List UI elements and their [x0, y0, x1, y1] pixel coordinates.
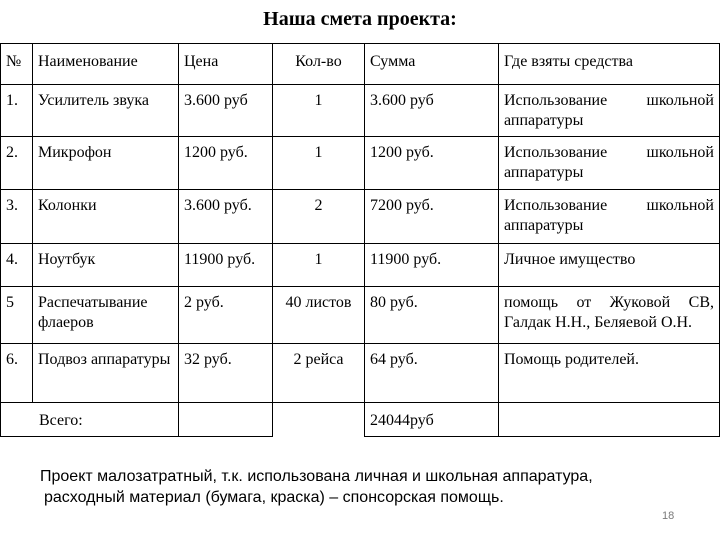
row-price: 1200 руб. [179, 137, 273, 190]
total-gap-cell [273, 403, 365, 437]
table-header-row [1, 44, 720, 85]
page-number: 18 [662, 510, 675, 522]
header-cell-number: № [1, 44, 33, 85]
total-label: Всего: [1, 403, 179, 437]
row-number: 3. [1, 190, 33, 244]
row-quantity: 40 листов [273, 287, 365, 344]
row-price: 11900 руб. [179, 244, 273, 287]
row-number: 6. [1, 344, 33, 403]
row-quantity: 1 [273, 137, 365, 190]
row-source: Помощь родителей. [499, 344, 720, 403]
row-sum: 7200 руб. [365, 190, 499, 244]
row-source: Использование школьной аппаратуры [499, 137, 720, 190]
row-name: Микрофон [33, 137, 179, 190]
row-name: Подвоз аппаратуры [33, 344, 179, 403]
header-cell-price: Цена [179, 44, 273, 85]
table-row [1, 344, 720, 403]
project-note [40, 466, 700, 508]
row-price: 3.600 руб. [179, 190, 273, 244]
row-price: 3.600 руб [179, 85, 273, 137]
row-source: Использование школьной аппаратуры [499, 85, 720, 137]
row-sum: 11900 руб. [365, 244, 499, 287]
row-sum: 64 руб. [365, 344, 499, 403]
row-price: 2 руб. [179, 287, 273, 344]
row-source: Использование школьной аппаратуры [499, 190, 720, 244]
total-empty-cell [499, 403, 720, 437]
row-name: Усилитель звука [33, 85, 179, 137]
row-quantity: 1 [273, 85, 365, 137]
page-title: Наша смета проекта: [263, 8, 457, 30]
row-number: 2. [1, 137, 33, 190]
row-quantity: 2 [273, 190, 365, 244]
row-price: 32 руб. [179, 344, 273, 403]
header-cell-sum: Сумма [365, 44, 499, 85]
row-number: 5 [1, 287, 33, 344]
table-row [1, 287, 720, 344]
total-value: 24044руб [365, 403, 499, 437]
table-row [1, 85, 720, 137]
total-empty-cell [179, 403, 273, 437]
row-sum: 1200 руб. [365, 137, 499, 190]
row-sum: 80 руб. [365, 287, 499, 344]
row-quantity: 1 [273, 244, 365, 287]
row-name: Ноутбук [33, 244, 179, 287]
header-cell-source: Где взяты средства [499, 44, 720, 85]
row-sum: 3.600 руб [365, 85, 499, 137]
table-total-row [1, 403, 720, 437]
table-row [1, 137, 720, 190]
row-name: Колонки [33, 190, 179, 244]
estimate-table [0, 43, 720, 437]
row-source: помощь от Жуковой СВ, Галдак Н.Н., Беляевой О.Н. [499, 287, 720, 344]
header-cell-quantity: Кол-во [273, 44, 365, 85]
row-name: Распечатывание флаеров [33, 287, 179, 344]
note-line-1: Проект малозатратный, т.к. использована личная и школьная аппаратура, [40, 468, 593, 485]
table-row [1, 244, 720, 287]
table-row [1, 190, 720, 244]
row-quantity: 2 рейса [273, 344, 365, 403]
row-number: 1. [1, 85, 33, 137]
note-line-2: расходный материал (бумага, краска) – спонсорская помощь. [44, 489, 504, 506]
header-cell-name: Наименование [33, 44, 179, 85]
row-number: 4. [1, 244, 33, 287]
row-source: Личное имущество [499, 244, 720, 287]
